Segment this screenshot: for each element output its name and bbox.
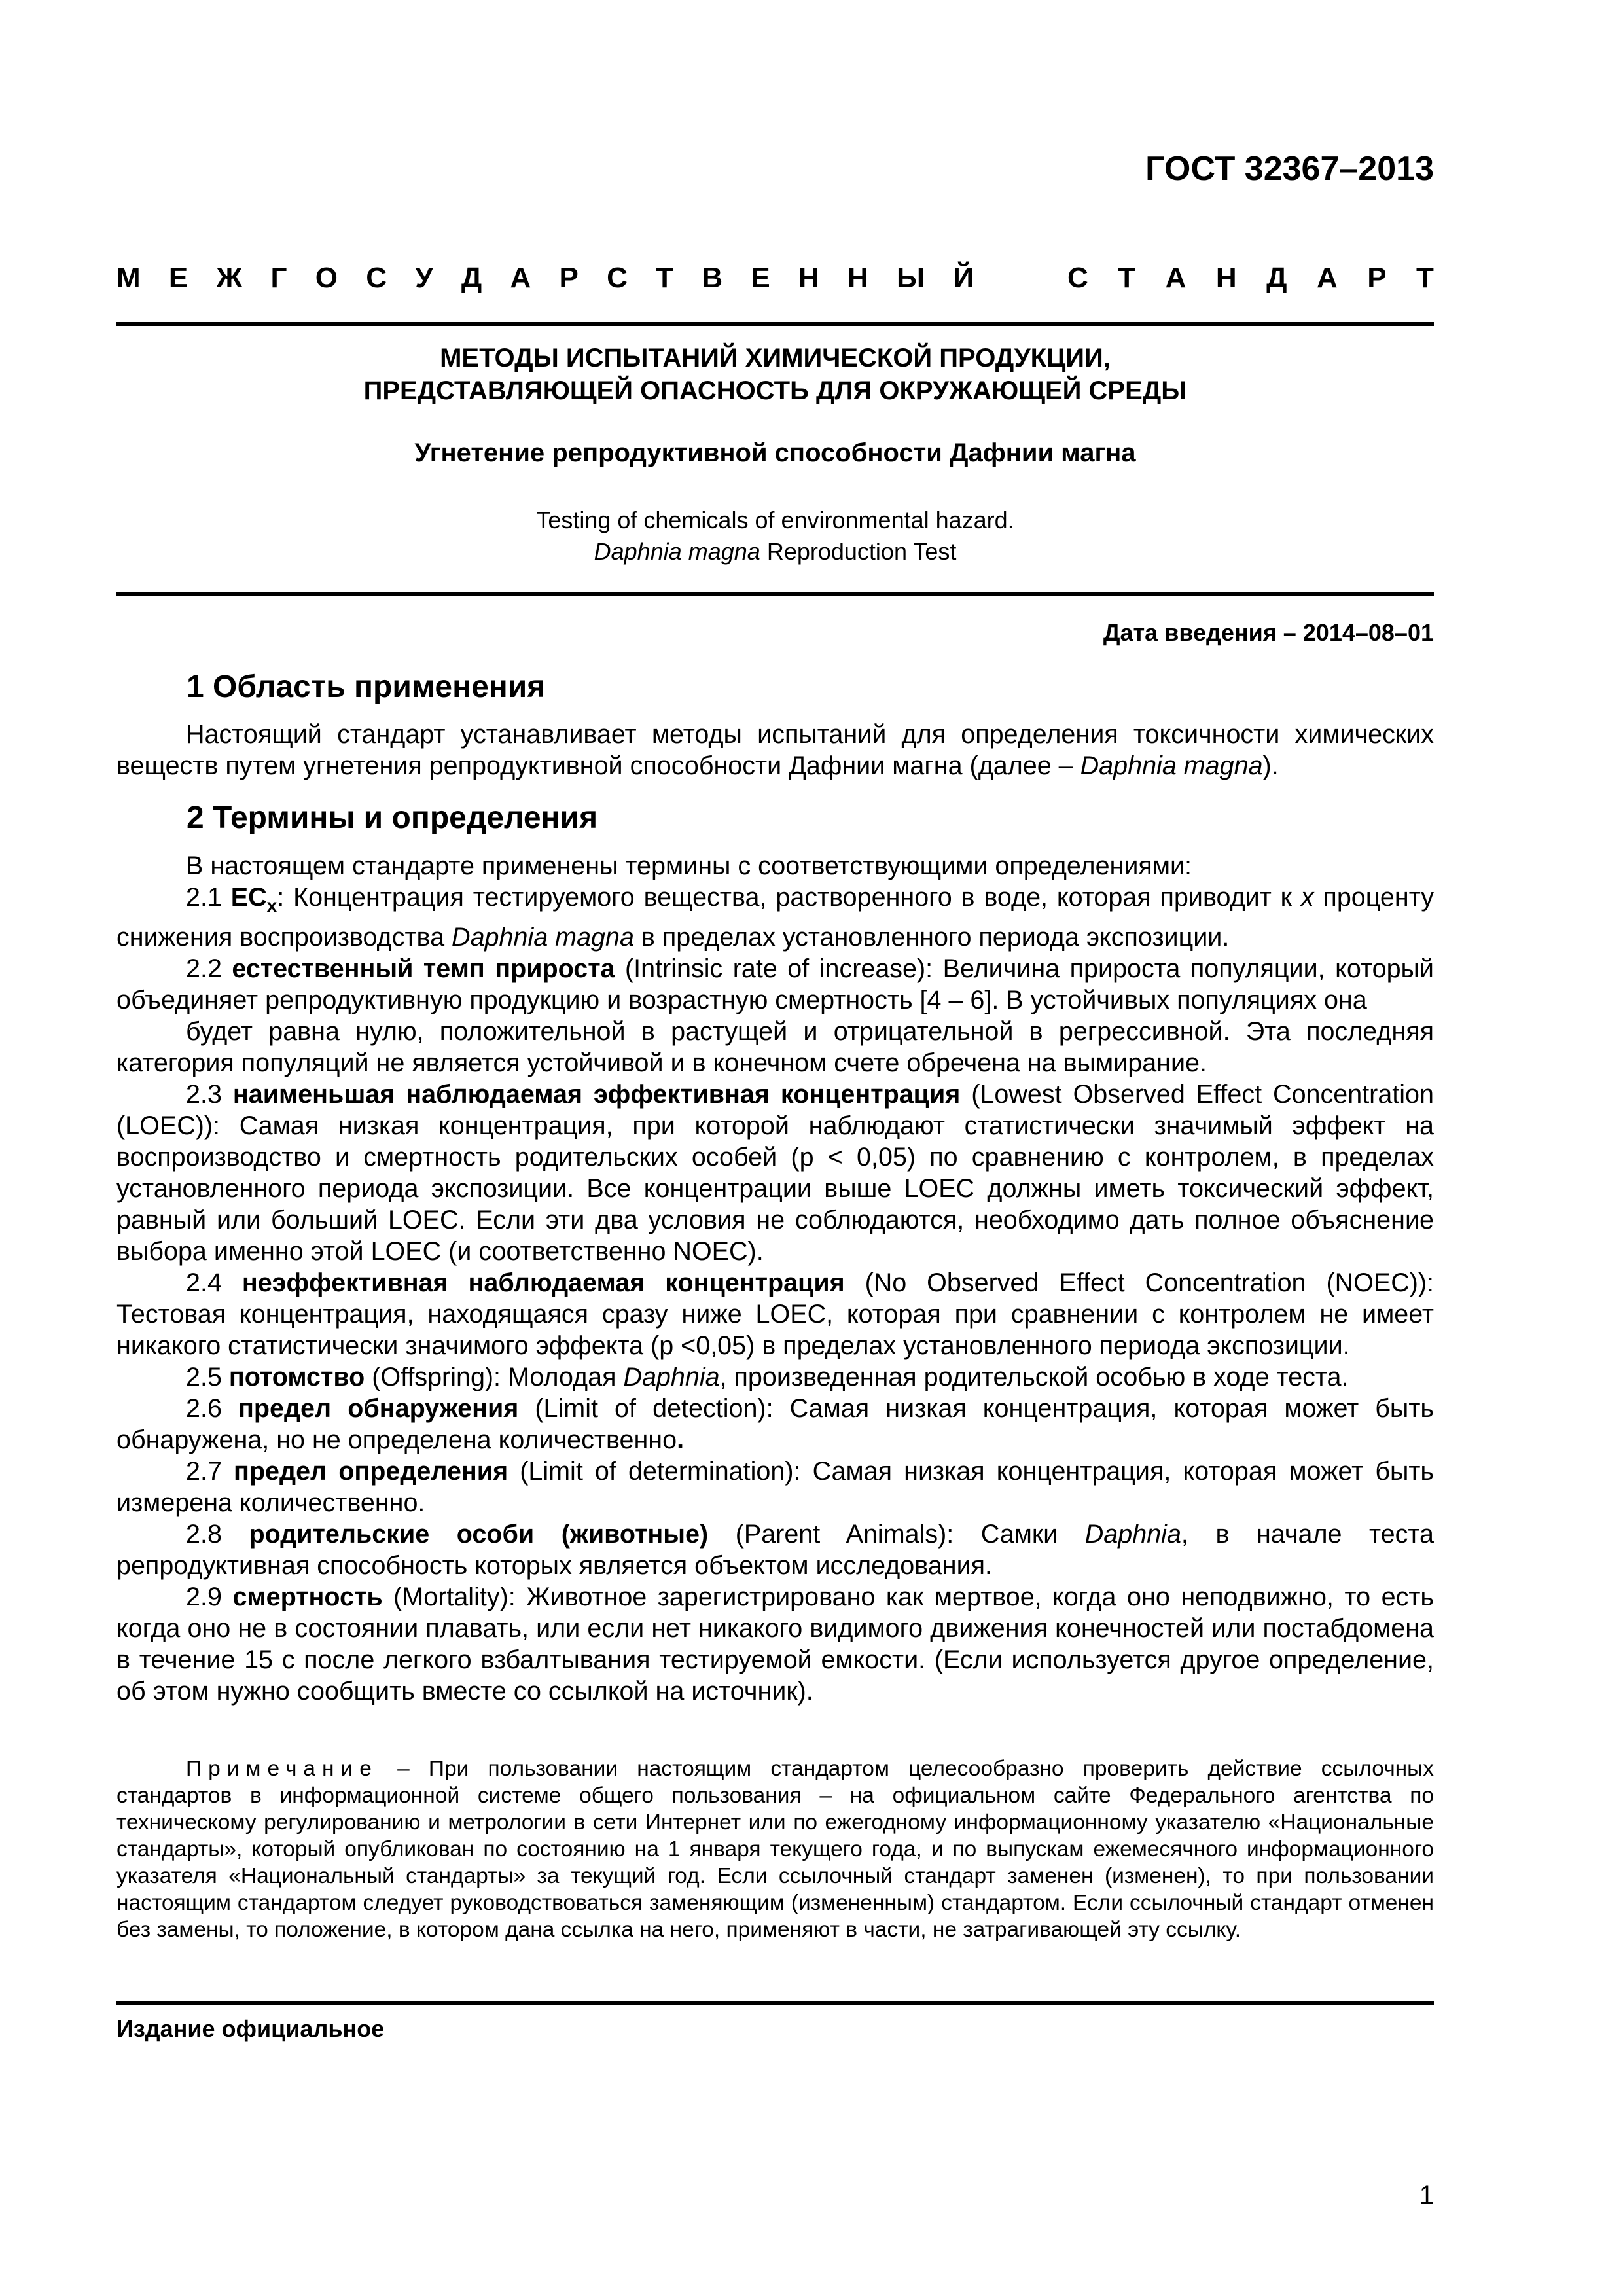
banner-letter: Е [168, 262, 188, 294]
title-rule [116, 592, 1434, 596]
term-italic: Daphnia magna [452, 922, 634, 952]
banner-letter: Р [1367, 262, 1387, 294]
term-name: неэффективная наблюдаемая концентрация [241, 1268, 845, 1297]
section-1-text: Настоящий стандарт устанавливает методы испытаний для определения токсичности химических веществ путем угнетения репродуктивной способности Дафнии магна (далее – [116, 720, 1434, 780]
banner-letter: У [415, 262, 433, 294]
term-text: проценту снижения воспроизводства [116, 883, 1435, 952]
term-number: 2.5 [186, 1362, 229, 1391]
title-line-2: ПРЕДСТАВЛЯЮЩЕЙ ОПАСНОСТЬ ДЛЯ ОКРУЖАЮЩЕЙ СРЕДЫ [363, 376, 1187, 405]
term-2-1 [116, 882, 1434, 953]
section-2-body [116, 850, 1434, 1707]
term-number: 2.4 [186, 1268, 242, 1297]
page-number: 1 [1419, 2181, 1434, 2210]
term-text: (No Observed Effect Concentration (NOEC)): Тестовая концентрация, находящаяся сразу ниже LOEC, которая при сравнении с контролем не имеет никакого статистически значимого эффекта (p <0,05) в пределах установленного периода экспозиции. [116, 1268, 1435, 1360]
note-label: Примечание [186, 1757, 378, 1781]
term-end: . [677, 1425, 685, 1454]
banner-letter: Н [1215, 262, 1237, 294]
banner-letter: Т [1118, 262, 1136, 294]
term-number: 2.7 [186, 1456, 234, 1486]
term-subscript: x [266, 895, 277, 916]
edition-label: Издание официальное [116, 2015, 385, 2042]
section-1-heading: 1 Область применения [187, 670, 546, 704]
term-2-8 [116, 1518, 1434, 1581]
section-2-heading: 2 Термины и определения [187, 800, 598, 835]
term-number: 2.6 [186, 1393, 239, 1423]
banner-letter: О [315, 262, 338, 294]
term-italic: Daphnia [623, 1362, 720, 1391]
banner-letter: Е [751, 262, 770, 294]
standard-banner [116, 262, 1434, 295]
banner-word-standard [1067, 262, 1434, 295]
introduction-date: Дата введения – 2014–08–01 [1103, 619, 1434, 646]
term-text: (Offspring): Молодая [365, 1362, 624, 1391]
note-text: – При пользовании настоящим стандартом целесообразно проверить действие ссылочных стандартов в информационной системе общего пользования – на официальном сайте Федерального агентства по техническому регулированию и метрологии в сети Интернет или по ежегодному информационному указателю «Национальные стандарты», который опубликован по состоянию на 1 января текущего года, и по выпускам ежемесячного информационного указателя «Национальный стандарты» за текущий год. Если ссылочный стандарт заменен (изменен), то при пользовании настоящим стандартом следует руководствоваться заменяющим (измененным) стандартом. Если ссылочный стандарт отменен без замены, то положение, в котором дана ссылка на него, применяют в части, не затрагивающей эту ссылку. [116, 1757, 1434, 1942]
banner-letter: С [1067, 262, 1088, 294]
term-name: предел определения [234, 1456, 508, 1486]
term-italic: Daphnia [1084, 1519, 1181, 1549]
banner-letter: С [607, 262, 628, 294]
section-1-italic: Daphnia magna [1080, 751, 1263, 780]
banner-letter: Н [798, 262, 819, 294]
term-number: 2.1 [186, 883, 231, 912]
banner-word-interstate [116, 262, 974, 295]
term-text: (Intrinsic rate of increase): Величина прироста популяции, который объединяет репродуктивную продукцию и возрастную смертность [4 – 6]. В устойчивых популяциях она [116, 954, 1434, 1014]
term-number: 2.2 [186, 954, 232, 983]
banner-letter: Н [847, 262, 868, 294]
note-paragraph [116, 1755, 1434, 1943]
term-2-6 [116, 1393, 1434, 1456]
footer-rule [116, 2001, 1434, 2005]
term-name: EC [230, 883, 267, 912]
term-number: 2.8 [186, 1519, 249, 1549]
term-name: предел обнаружения [238, 1393, 519, 1423]
banner-letter: Д [1266, 262, 1287, 294]
term-number: 2.9 [186, 1582, 233, 1611]
banner-letter: Т [1416, 262, 1434, 294]
banner-letter: В [702, 262, 723, 294]
term-name: потомство [228, 1362, 365, 1391]
doc-number: ГОСТ 32367–2013 [1145, 150, 1434, 188]
banner-letter: Ж [216, 262, 243, 294]
document-subtitle: Угнетение репродуктивной способности Дафнии магна [414, 439, 1136, 467]
title-line-1: МЕТОДЫ ИСПЫТАНИЙ ХИМИЧЕСКОЙ ПРОДУКЦИИ, [440, 344, 1111, 372]
term-2-7 [116, 1456, 1434, 1518]
term-2-9 [116, 1581, 1434, 1707]
term-name: наименьшая наблюдаемая эффективная концентрация [232, 1079, 961, 1109]
term-name: смертность [232, 1582, 383, 1611]
term-text: (Mortality): Животное зарегистрировано как мертвое, когда оно неподвижно, то есть когда оно не в состоянии плавать, или если нет никакого видимого движения конечностей или постабдомена в течение 15 с после легкого взбалтывания тестируемой емкости. (Если используется другое определение, об этом нужно сообщить вместе со ссылкой на источник). [116, 1582, 1434, 1706]
banner-letter: А [510, 262, 531, 294]
document-title [116, 342, 1434, 407]
header-rule [116, 322, 1434, 326]
banner-letter: А [1316, 262, 1338, 294]
english-rest: Reproduction Test [760, 538, 957, 565]
term-text: в пределах установленного периода экспозиции. [633, 922, 1230, 952]
term-text: (Limit of detection): Самая низкая концентрация, которая может быть обнаружена, но не определена количественно [116, 1393, 1434, 1454]
english-italic: Daphnia magna [594, 538, 760, 565]
banner-letter: М [116, 262, 141, 294]
banner-letter: Р [559, 262, 579, 294]
term-text: (Parent Animals): Самки [708, 1519, 1085, 1549]
term-text: (Lowest Observed Effect Concentration (LOEC)): Самая низкая концентрация, при которой наблюдают статистически значимый эффект на воспроизводство и смертность родительских особей (p < 0,05) по сравнению с контролем, в пределах установленного периода экспозиции. Все концентрации выше LOEC должны иметь токсический эффект, равный или больший LOEC. Если эти два условия не соблюдаются, необходимо дать полное объяснение выбора именно этой LOEC (и соответственно NOEC). [116, 1079, 1434, 1266]
banner-letter: Ы [897, 262, 925, 294]
banner-letter: Г [270, 262, 287, 294]
term-text: , в начале теста репродуктивная способность которых является объектом исследования. [116, 1519, 1434, 1580]
term-2-2 [116, 953, 1434, 1016]
term-2-3 [116, 1079, 1434, 1267]
banner-letter: Д [461, 262, 482, 294]
term-text: (Limit of determination): Самая низкая концентрация, которая может быть измерена количественно. [116, 1456, 1435, 1517]
section-2-lead: В настоящем стандарте применены термины с соответствующими определениями: [186, 852, 1192, 880]
banner-letter: С [366, 262, 387, 294]
term-text: : Концентрация тестируемого вещества, растворенного в воде, которая приводит к [277, 883, 1301, 912]
banner-letter: А [1165, 262, 1186, 294]
term-italic: x [1300, 883, 1314, 912]
term-name: родительские особи (животные) [249, 1519, 709, 1549]
term-name: естественный темп прироста [232, 954, 615, 983]
term-2-4 [116, 1267, 1434, 1361]
english-title-line-1: Testing of chemicals of environmental hazard. [536, 507, 1014, 533]
term-2-5 [116, 1361, 1434, 1393]
term-2-2-continued: будет равна нулю, положительной в растущей и отрицательной в регрессивной. Эта последняя категория популяций не является устойчивой и в конечном счете обречена на вымирание. [116, 1016, 1434, 1077]
section-1-paragraph [116, 719, 1434, 781]
term-number: 2.3 [186, 1079, 233, 1109]
banner-letter: Т [656, 262, 674, 294]
section-1-end: ). [1262, 751, 1279, 780]
english-title-line-2 [116, 536, 1434, 567]
section-1-body [116, 719, 1434, 781]
english-title [116, 505, 1434, 567]
term-text: , произведенная родительской особью в ходе теста. [719, 1362, 1349, 1391]
banner-letter: Й [953, 262, 974, 294]
